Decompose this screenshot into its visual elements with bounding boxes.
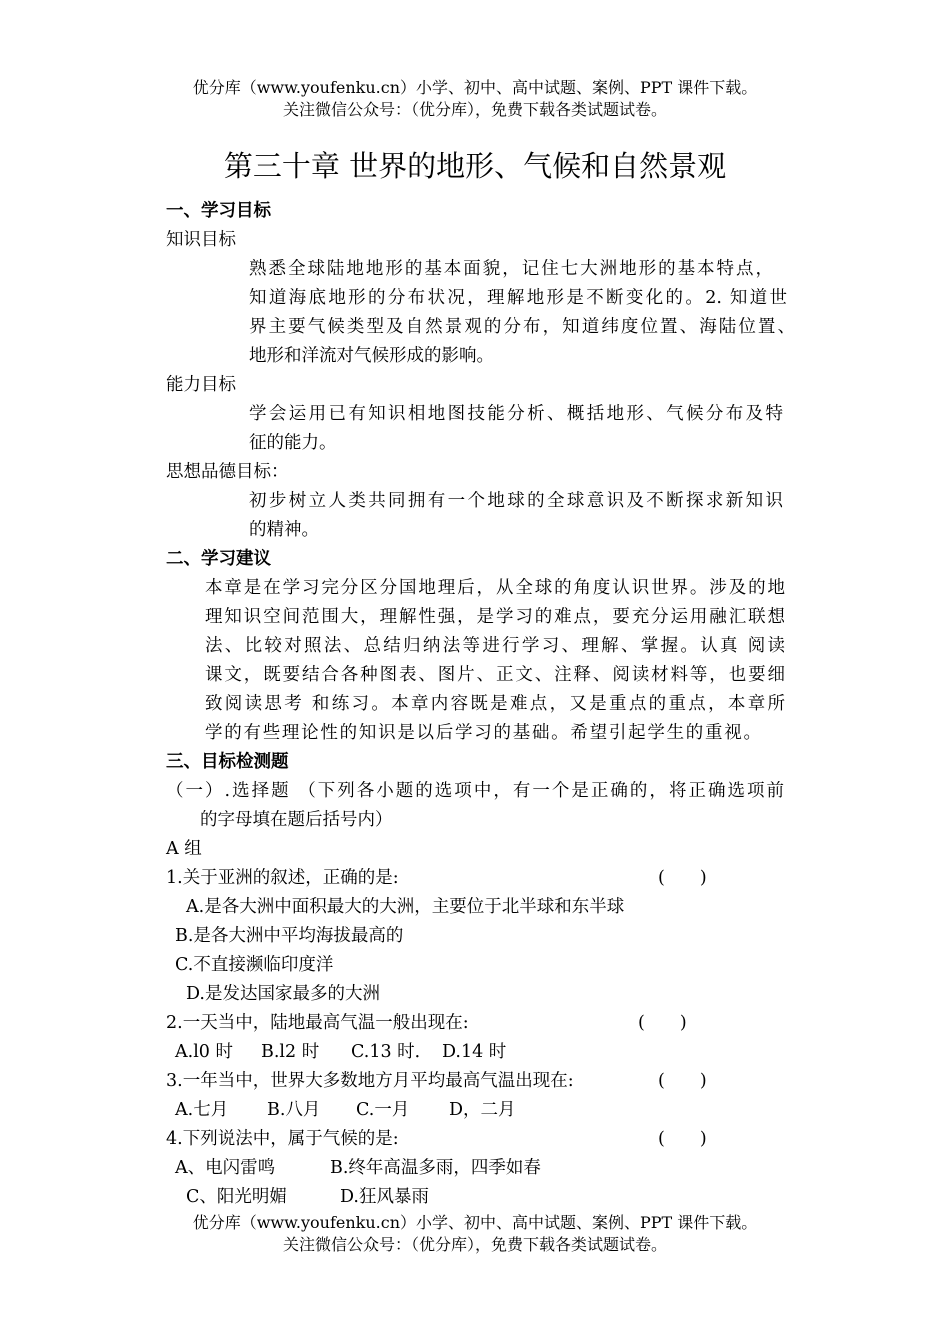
knowledge-goal-label: 知识目标 xyxy=(166,230,236,250)
question-3-answer-paren: ( ) xyxy=(658,1071,707,1091)
question-4-answer-paren: ( ) xyxy=(658,1129,707,1149)
question-2-option-c: C.13 时． xyxy=(351,1042,433,1062)
advice-line: 本章是在学习完分区分国地理后，从全球的角度认识世界。涉及的地 xyxy=(205,578,785,598)
question-1-option-a: A.是各大洲中面积最大的大洲，主要位于北半球和东半球 xyxy=(186,897,625,917)
footer-line-2: 关注微信公众号：（优分库），免费下载各类试题试卷。 xyxy=(282,1235,667,1254)
question-4-option-d: D.狂风暴雨 xyxy=(340,1187,429,1207)
choice-instructions: （一）.选择题 （下列各小题的选项中，有一个是正确的，将正确选项前 xyxy=(166,781,784,801)
header-line-2: 关注微信公众号：（优分库），免费下载各类试题试卷。 xyxy=(282,100,667,119)
question-1-answer-paren: ( ) xyxy=(658,868,707,888)
knowledge-goal-line: 熟悉全球陆地地形的基本面貌，记住七大洲地形的基本特点， xyxy=(249,259,773,279)
moral-goal-line: 的精神。 xyxy=(249,520,319,540)
question-4-option-a: A、电闪雷鸣 xyxy=(175,1158,276,1178)
question-2-option-d: D.14 时 xyxy=(442,1042,507,1062)
knowledge-goal-line: 界主要气候类型及自然景观的分布，知道纬度位置、海陆位置、 xyxy=(249,317,795,337)
advice-line: 课文，既要结合各种图表、图片、正文、注释、阅读材料等，也要细 xyxy=(205,665,785,685)
moral-goal-line: 初步树立人类共同拥有一个地球的全球意识及不断探求新知识 xyxy=(249,491,783,511)
header-line-1: 优分库（www.youfenku.cn）小学、初中、高中试题、案例、PPT 课件下载。 xyxy=(192,78,758,97)
question-2-option-b: B.l2 时 xyxy=(261,1042,320,1062)
section-heading-test: 三、目标检测题 xyxy=(166,752,289,772)
question-1-stem: 1.关于亚洲的叙述，正确的是: xyxy=(166,868,399,888)
question-4-option-c: C、阳光明媚 xyxy=(186,1187,287,1207)
ability-goal-line: 学会运用已有知识相地图技能分析、概括地形、气候分布及特 xyxy=(249,404,783,424)
advice-line: 致阅读思考 和练习。本章内容既是难点，又是重点的重点，本章所 xyxy=(205,694,785,714)
question-2-option-a: A.l0 时 xyxy=(175,1042,233,1062)
ability-goal-label: 能力目标 xyxy=(166,375,236,395)
group-label: A 组 xyxy=(166,839,202,859)
question-4-option-b: B.终年高温多雨，四季如春 xyxy=(330,1158,541,1178)
section-heading-advice: 二、学习建议 xyxy=(166,549,271,569)
question-2-answer-paren: ( ) xyxy=(638,1013,687,1033)
question-4-stem: 4.下列说法中，属于气候的是: xyxy=(166,1129,399,1149)
knowledge-goal-line: 知道海底地形的分布状况，理解地形是不断变化的。2. 知道世 xyxy=(249,288,787,308)
question-3-stem: 3.一年当中，世界大多数地方月平均最高气温出现在: xyxy=(166,1071,574,1091)
page-title: 第三十章 世界的地形、气候和自然景观 xyxy=(223,149,727,183)
question-1-option-c: C.不直接濒临印度洋 xyxy=(175,955,334,975)
question-1-option-d: D.是发达国家最多的大洲 xyxy=(186,984,380,1004)
section-heading-goals: 一、学习目标 xyxy=(166,201,271,221)
footer-line-1: 优分库（www.youfenku.cn）小学、初中、高中试题、案例、PPT 课件下载。 xyxy=(192,1213,758,1232)
moral-goal-label: 思想品德目标： xyxy=(166,462,289,482)
choice-instructions-cont: 的字母填在题后括号内） xyxy=(200,810,393,830)
advice-line: 学的有些理论性的知识是以后学习的基础。希望引起学生的重视。 xyxy=(205,723,761,743)
question-3-option-d: D，二月 xyxy=(449,1100,516,1120)
question-1-option-b: B.是各大洲中平均海拔最高的 xyxy=(175,926,404,946)
question-3-option-c: C.一月 xyxy=(356,1100,410,1120)
knowledge-goal-line: 地形和洋流对气候形成的影响。 xyxy=(249,346,494,366)
question-2-stem: 2.一天当中，陆地最高气温一般出现在: xyxy=(166,1013,469,1033)
advice-line: 法、比较对照法、总结归纳法等进行学习、理解、掌握。认真 阅读 xyxy=(205,636,785,656)
question-3-option-b: B.八月 xyxy=(267,1100,321,1120)
advice-line: 理知识空间范围大，理解性强，是学习的难点，要充分运用融汇联想 xyxy=(205,607,785,627)
question-3-option-a: A.七月 xyxy=(175,1100,229,1120)
ability-goal-line: 征的能力。 xyxy=(249,433,337,453)
